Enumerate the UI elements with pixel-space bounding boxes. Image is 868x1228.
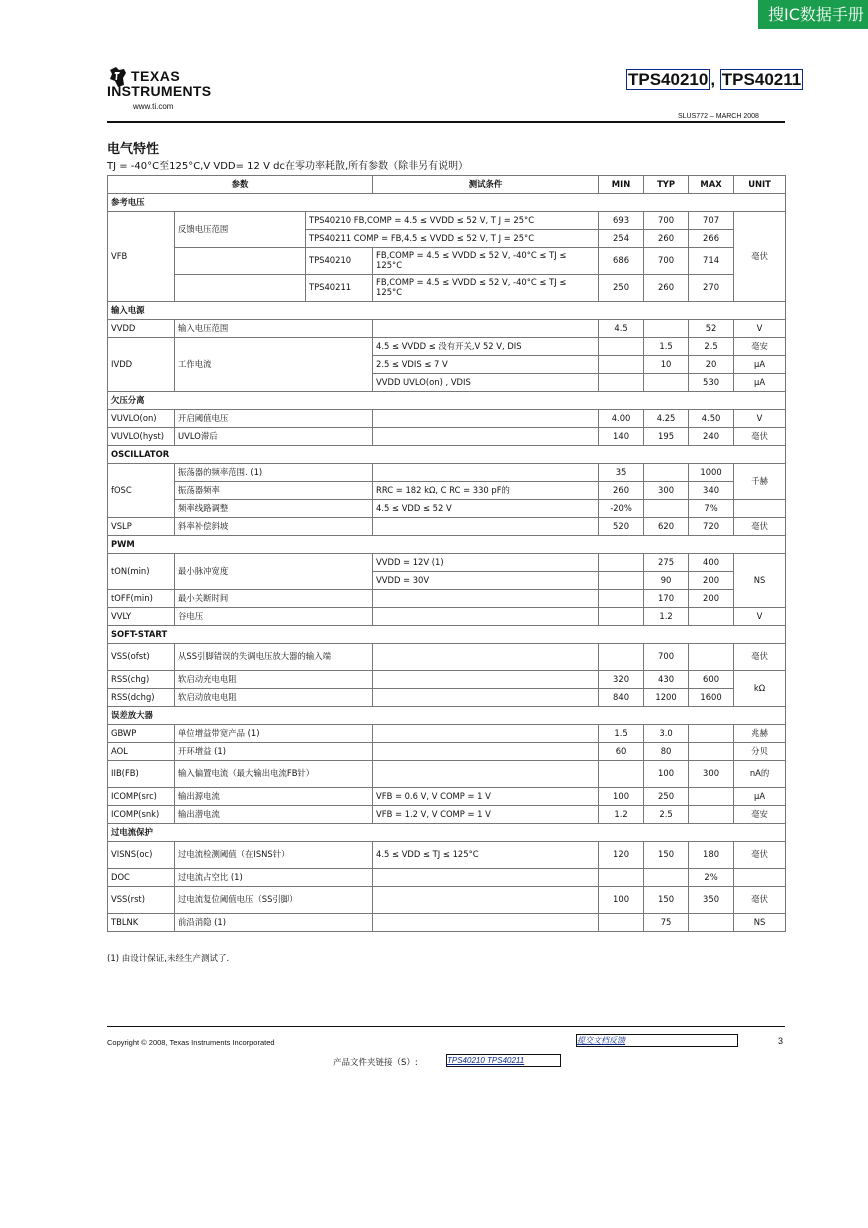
param-symbol: VSS(rst): [108, 887, 175, 914]
table-row: [108, 869, 786, 887]
value-typ: 700: [644, 248, 689, 275]
value-max: 240: [689, 428, 734, 446]
table-row: [108, 725, 786, 743]
value-typ: 275: [644, 554, 689, 572]
test-condition: 4.5 ≤ VDD ≤ TJ ≤ 125°C: [373, 842, 599, 869]
value-max: 530: [689, 374, 734, 392]
value-unit: 毫伏: [734, 644, 786, 671]
table-row: [108, 608, 786, 626]
value-typ: 75: [644, 914, 689, 932]
test-condition: RRC = 182 kΩ, C RC = 330 pF的: [373, 482, 599, 500]
test-condition: [373, 914, 599, 932]
table-row: [108, 788, 786, 806]
part-link-tps40210[interactable]: TPS40210: [628, 70, 709, 89]
value-typ: 430: [644, 671, 689, 689]
param-symbol: IVDD: [108, 338, 175, 392]
param-symbol: ICOMP(src): [108, 788, 175, 806]
value-typ: 260: [644, 275, 689, 302]
table-row: [108, 914, 786, 932]
value-min: 1.2: [599, 806, 644, 824]
category-label: OSCILLATOR: [108, 446, 786, 464]
test-condition: 4.5 ≤ VDD ≤ 52 V: [373, 500, 599, 518]
param-symbol: AOL: [108, 743, 175, 761]
value-max: [689, 608, 734, 626]
table-category-row: [108, 707, 786, 725]
param-name: 过电流占空比 (1): [175, 869, 373, 887]
value-unit: 分贝: [734, 743, 786, 761]
param-name: 反馈电压范围: [175, 212, 306, 248]
value-typ: 1.2: [644, 608, 689, 626]
logo-word-texas: TEXAS: [131, 68, 181, 84]
table-row: [108, 644, 786, 671]
copyright: Copyright © 2008, Texas Instruments Incorporated: [107, 1038, 275, 1047]
table-row: [108, 275, 786, 302]
value-min: 686: [599, 248, 644, 275]
test-condition: 4.5 ≤ VVDD ≤ 没有开关,V 52 V, DIS: [373, 338, 599, 356]
value-max: 4.50: [689, 410, 734, 428]
param-blank: [175, 248, 306, 275]
value-max: 600: [689, 671, 734, 689]
col-header-test-conditions: 测试条件: [373, 176, 599, 194]
value-unit: V: [734, 410, 786, 428]
value-max: 52: [689, 320, 734, 338]
value-unit: nA的: [734, 761, 786, 788]
section-conditions: TJ = -40°C至125°C,V VDD= 12 V dc在零功率耗散,所有参数（除非另有说明）: [107, 161, 469, 172]
param-name: 最小脉冲宽度: [175, 554, 373, 590]
value-typ: 700: [644, 212, 689, 230]
param-name: 软启动放电电阻: [175, 689, 373, 707]
param-symbol: VVDD: [108, 320, 175, 338]
test-condition: [373, 725, 599, 743]
value-min: 840: [599, 689, 644, 707]
param-name: 从SS引脚错误的失调电压放大器的输入端: [175, 644, 373, 671]
test-condition: VFB = 1.2 V, V COMP = 1 V: [373, 806, 599, 824]
value-max: 2.5: [689, 338, 734, 356]
value-min: [599, 761, 644, 788]
value-max: 340: [689, 482, 734, 500]
param-name: 过电流复位阈值电压（SS引脚）: [175, 887, 373, 914]
test-condition: [373, 590, 599, 608]
value-typ: [644, 374, 689, 392]
value-min: 4.00: [599, 410, 644, 428]
logo-url[interactable]: www.ti.com: [133, 102, 174, 111]
watermark-banner[interactable]: 搜IC数据手册: [758, 0, 868, 29]
param-symbol: IIB(FB): [108, 761, 175, 788]
test-condition: VVDD UVLO(on) , VDIS: [373, 374, 599, 392]
table-category-row: [108, 536, 786, 554]
param-symbol: ICOMP(snk): [108, 806, 175, 824]
param-symbol: VUVLO(hyst): [108, 428, 175, 446]
value-min: 320: [599, 671, 644, 689]
table-row: [108, 887, 786, 914]
value-typ: 1200: [644, 689, 689, 707]
value-min: 100: [599, 887, 644, 914]
value-max: 200: [689, 572, 734, 590]
value-min: [599, 644, 644, 671]
value-typ: 620: [644, 518, 689, 536]
param-symbol: VFB: [108, 212, 175, 302]
value-min: 140: [599, 428, 644, 446]
value-max: 200: [689, 590, 734, 608]
category-label: 欠压分离: [108, 392, 786, 410]
test-condition: [373, 887, 599, 914]
value-unit: μA: [734, 374, 786, 392]
value-min: 693: [599, 212, 644, 230]
test-condition: [373, 410, 599, 428]
table-row: [108, 671, 786, 689]
footnote: (1) 由设计保证,未经生产测试了.: [107, 954, 230, 964]
value-max: 300: [689, 761, 734, 788]
value-typ: 195: [644, 428, 689, 446]
value-typ: 4.25: [644, 410, 689, 428]
test-condition: [373, 518, 599, 536]
param-name: 频率线路调整: [175, 500, 373, 518]
test-condition: [373, 743, 599, 761]
test-condition: [373, 761, 599, 788]
test-condition: [373, 428, 599, 446]
device-name: TPS40210: [306, 248, 373, 275]
value-min: [599, 338, 644, 356]
table-category-row: [108, 194, 786, 212]
device-name: TPS40211: [306, 275, 373, 302]
param-name: 过电流检测阈值（在ISNS针）: [175, 842, 373, 869]
value-max: 400: [689, 554, 734, 572]
table-category-row: [108, 626, 786, 644]
value-typ: 80: [644, 743, 689, 761]
document-number: SLUS772 – MARCH 2008: [678, 113, 759, 120]
footer-divider: [107, 1026, 785, 1027]
value-min: 35: [599, 464, 644, 482]
category-label: 过电流保护: [108, 824, 786, 842]
value-typ: 3.0: [644, 725, 689, 743]
value-min: -20%: [599, 500, 644, 518]
category-label: 输入电源: [108, 302, 786, 320]
value-unit: 兆赫: [734, 725, 786, 743]
param-name: 输入偏置电流（最大输出电流FB针）: [175, 761, 373, 788]
value-typ: 100: [644, 761, 689, 788]
table-category-row: [108, 302, 786, 320]
value-max: [689, 806, 734, 824]
table-header-row: [108, 176, 786, 194]
ti-logo: [107, 66, 217, 116]
param-name: 输入电压范围: [175, 320, 373, 338]
param-name: 开启阈值电压: [175, 410, 373, 428]
value-max: 266: [689, 230, 734, 248]
table-row: [108, 743, 786, 761]
param-symbol: VSLP: [108, 518, 175, 536]
value-min: [599, 608, 644, 626]
value-typ: [644, 500, 689, 518]
category-label: 参考电压: [108, 194, 786, 212]
col-header-max: MAX: [689, 176, 734, 194]
value-min: [599, 554, 644, 572]
value-unit: 毫安: [734, 806, 786, 824]
value-min: 250: [599, 275, 644, 302]
value-unit: [734, 869, 786, 887]
value-max: 270: [689, 275, 734, 302]
value-max: 714: [689, 248, 734, 275]
param-symbol: VVLY: [108, 608, 175, 626]
value-min: 120: [599, 842, 644, 869]
document-title: [626, 70, 803, 90]
param-name: 前沿消隐 (1): [175, 914, 373, 932]
value-typ: [644, 320, 689, 338]
value-max: 7%: [689, 500, 734, 518]
table-row: [108, 500, 786, 518]
param-symbol: TBLNK: [108, 914, 175, 932]
category-label: 误差放大器: [108, 707, 786, 725]
value-min: [599, 914, 644, 932]
value-unit: 千赫: [734, 464, 786, 500]
value-min: 100: [599, 788, 644, 806]
value-max: 1000: [689, 464, 734, 482]
section-title: 电气特性: [107, 142, 160, 157]
param-symbol: VISNS(oc): [108, 842, 175, 869]
value-typ: 150: [644, 842, 689, 869]
value-min: [599, 590, 644, 608]
value-unit: μA: [734, 788, 786, 806]
value-typ: 700: [644, 644, 689, 671]
test-condition: [373, 671, 599, 689]
product-folder-label: 产品文件夹链接（S）:: [333, 1058, 418, 1068]
electrical-characteristics-table: [107, 175, 786, 932]
value-max: [689, 725, 734, 743]
col-header-unit: UNIT: [734, 176, 786, 194]
table-row: [108, 464, 786, 482]
value-min: 260: [599, 482, 644, 500]
test-condition: 2.5 ≤ VDIS ≤ 7 V: [373, 356, 599, 374]
table-row: [108, 590, 786, 608]
value-typ: 300: [644, 482, 689, 500]
test-condition: [373, 608, 599, 626]
test-condition: [373, 644, 599, 671]
param-symbol: RSS(chg): [108, 671, 175, 689]
table-category-row: [108, 824, 786, 842]
test-condition: [373, 689, 599, 707]
table-row: [108, 410, 786, 428]
param-symbol: tON(min): [108, 554, 175, 590]
test-condition: VFB = 0.6 V, V COMP = 1 V: [373, 788, 599, 806]
logo-word-instruments: INSTRUMENTS: [107, 83, 212, 99]
value-unit: V: [734, 608, 786, 626]
test-condition: [373, 320, 599, 338]
param-name: 谷电压: [175, 608, 373, 626]
value-max: [689, 914, 734, 932]
value-min: 4.5: [599, 320, 644, 338]
value-max: 180: [689, 842, 734, 869]
param-name: 输出潜电流: [175, 806, 373, 824]
value-max: 1600: [689, 689, 734, 707]
value-unit: 毫伏: [734, 428, 786, 446]
value-typ: [644, 869, 689, 887]
value-typ: 260: [644, 230, 689, 248]
param-symbol: VUVLO(on): [108, 410, 175, 428]
category-label: PWM: [108, 536, 786, 554]
table-row: [108, 338, 786, 356]
value-unit: kΩ: [734, 671, 786, 707]
value-max: 20: [689, 356, 734, 374]
param-name: 最小关断时间: [175, 590, 373, 608]
test-condition: TPS40210 FB,COMP = 4.5 ≤ VVDD ≤ 52 V, T J = 25°C: [306, 212, 599, 230]
param-name: 振荡器的频率范围. (1): [175, 464, 373, 482]
param-name: 输出源电流: [175, 788, 373, 806]
value-typ: 170: [644, 590, 689, 608]
value-unit: 毫伏: [734, 887, 786, 914]
value-unit: 毫安: [734, 338, 786, 356]
param-name: 振荡器频率: [175, 482, 373, 500]
value-min: 254: [599, 230, 644, 248]
value-min: [599, 572, 644, 590]
test-condition: VVDD = 12V (1): [373, 554, 599, 572]
product-folder-links[interactable]: TPS40210 TPS40211: [446, 1054, 561, 1067]
table-row: [108, 842, 786, 869]
header-divider: [107, 121, 785, 123]
table-row: [108, 428, 786, 446]
param-symbol: GBWP: [108, 725, 175, 743]
test-condition: FB,COMP = 4.5 ≤ VVDD ≤ 52 V, -40°C ≤ TJ ≤ 125°C: [373, 275, 599, 302]
value-min: 520: [599, 518, 644, 536]
value-typ: [644, 464, 689, 482]
value-unit: 毫伏: [734, 518, 786, 536]
value-min: [599, 356, 644, 374]
value-unit: μA: [734, 356, 786, 374]
value-max: [689, 644, 734, 671]
col-header-typ: TYP: [644, 176, 689, 194]
param-name: UVLO滞后: [175, 428, 373, 446]
table-row: [108, 482, 786, 500]
param-name: 单位增益带宽产品 (1): [175, 725, 373, 743]
value-max: 350: [689, 887, 734, 914]
param-name: 软启动充电电阻: [175, 671, 373, 689]
param-symbol: VSS(ofst): [108, 644, 175, 671]
table-row: [108, 212, 786, 230]
value-unit: V: [734, 320, 786, 338]
param-symbol: RSS(dchg): [108, 689, 175, 707]
param-name: 斜率补偿斜坡: [175, 518, 373, 536]
value-min: [599, 869, 644, 887]
value-typ: 90: [644, 572, 689, 590]
value-max: [689, 743, 734, 761]
value-typ: 150: [644, 887, 689, 914]
submit-feedback-link[interactable]: 提交文档反馈: [576, 1034, 738, 1047]
table-category-row: [108, 446, 786, 464]
test-condition: VVDD = 30V: [373, 572, 599, 590]
table-row: [108, 761, 786, 788]
value-typ: 250: [644, 788, 689, 806]
col-header-parameter: 参数: [108, 176, 373, 194]
table-row: [108, 806, 786, 824]
test-condition: [373, 869, 599, 887]
value-min: [599, 374, 644, 392]
value-max: 2%: [689, 869, 734, 887]
param-symbol: fOSC: [108, 464, 175, 518]
value-max: 707: [689, 212, 734, 230]
col-header-min: MIN: [599, 176, 644, 194]
table-row: [108, 320, 786, 338]
value-unit: NS: [734, 554, 786, 608]
table-category-row: [108, 392, 786, 410]
value-unit: 毫伏: [734, 842, 786, 869]
test-condition: TPS40211 COMP = FB,4.5 ≤ VVDD ≤ 52 V, T J = 25°C: [306, 230, 599, 248]
value-unit: [734, 500, 786, 518]
table-row: [108, 518, 786, 536]
param-blank: [175, 275, 306, 302]
page-number: 3: [778, 1036, 784, 1046]
test-condition: [373, 464, 599, 482]
value-unit: 毫伏: [734, 212, 786, 302]
value-min: 1.5: [599, 725, 644, 743]
value-max: 720: [689, 518, 734, 536]
value-max: [689, 788, 734, 806]
title-separator: ,: [710, 70, 720, 89]
value-typ: 1.5: [644, 338, 689, 356]
value-unit: NS: [734, 914, 786, 932]
part-link-tps40211[interactable]: TPS40211: [721, 70, 802, 89]
param-symbol: tOFF(min): [108, 590, 175, 608]
param-name: 开环增益 (1): [175, 743, 373, 761]
param-symbol: DOC: [108, 869, 175, 887]
value-min: 60: [599, 743, 644, 761]
category-label: SOFT-START: [108, 626, 786, 644]
value-typ: 2.5: [644, 806, 689, 824]
table-row: [108, 554, 786, 572]
test-condition: FB,COMP = 4.5 ≤ VVDD ≤ 52 V, -40°C ≤ TJ ≤ 125°C: [373, 248, 599, 275]
param-name: 工作电流: [175, 338, 373, 392]
value-typ: 10: [644, 356, 689, 374]
table-row: [108, 689, 786, 707]
table-row: [108, 248, 786, 275]
